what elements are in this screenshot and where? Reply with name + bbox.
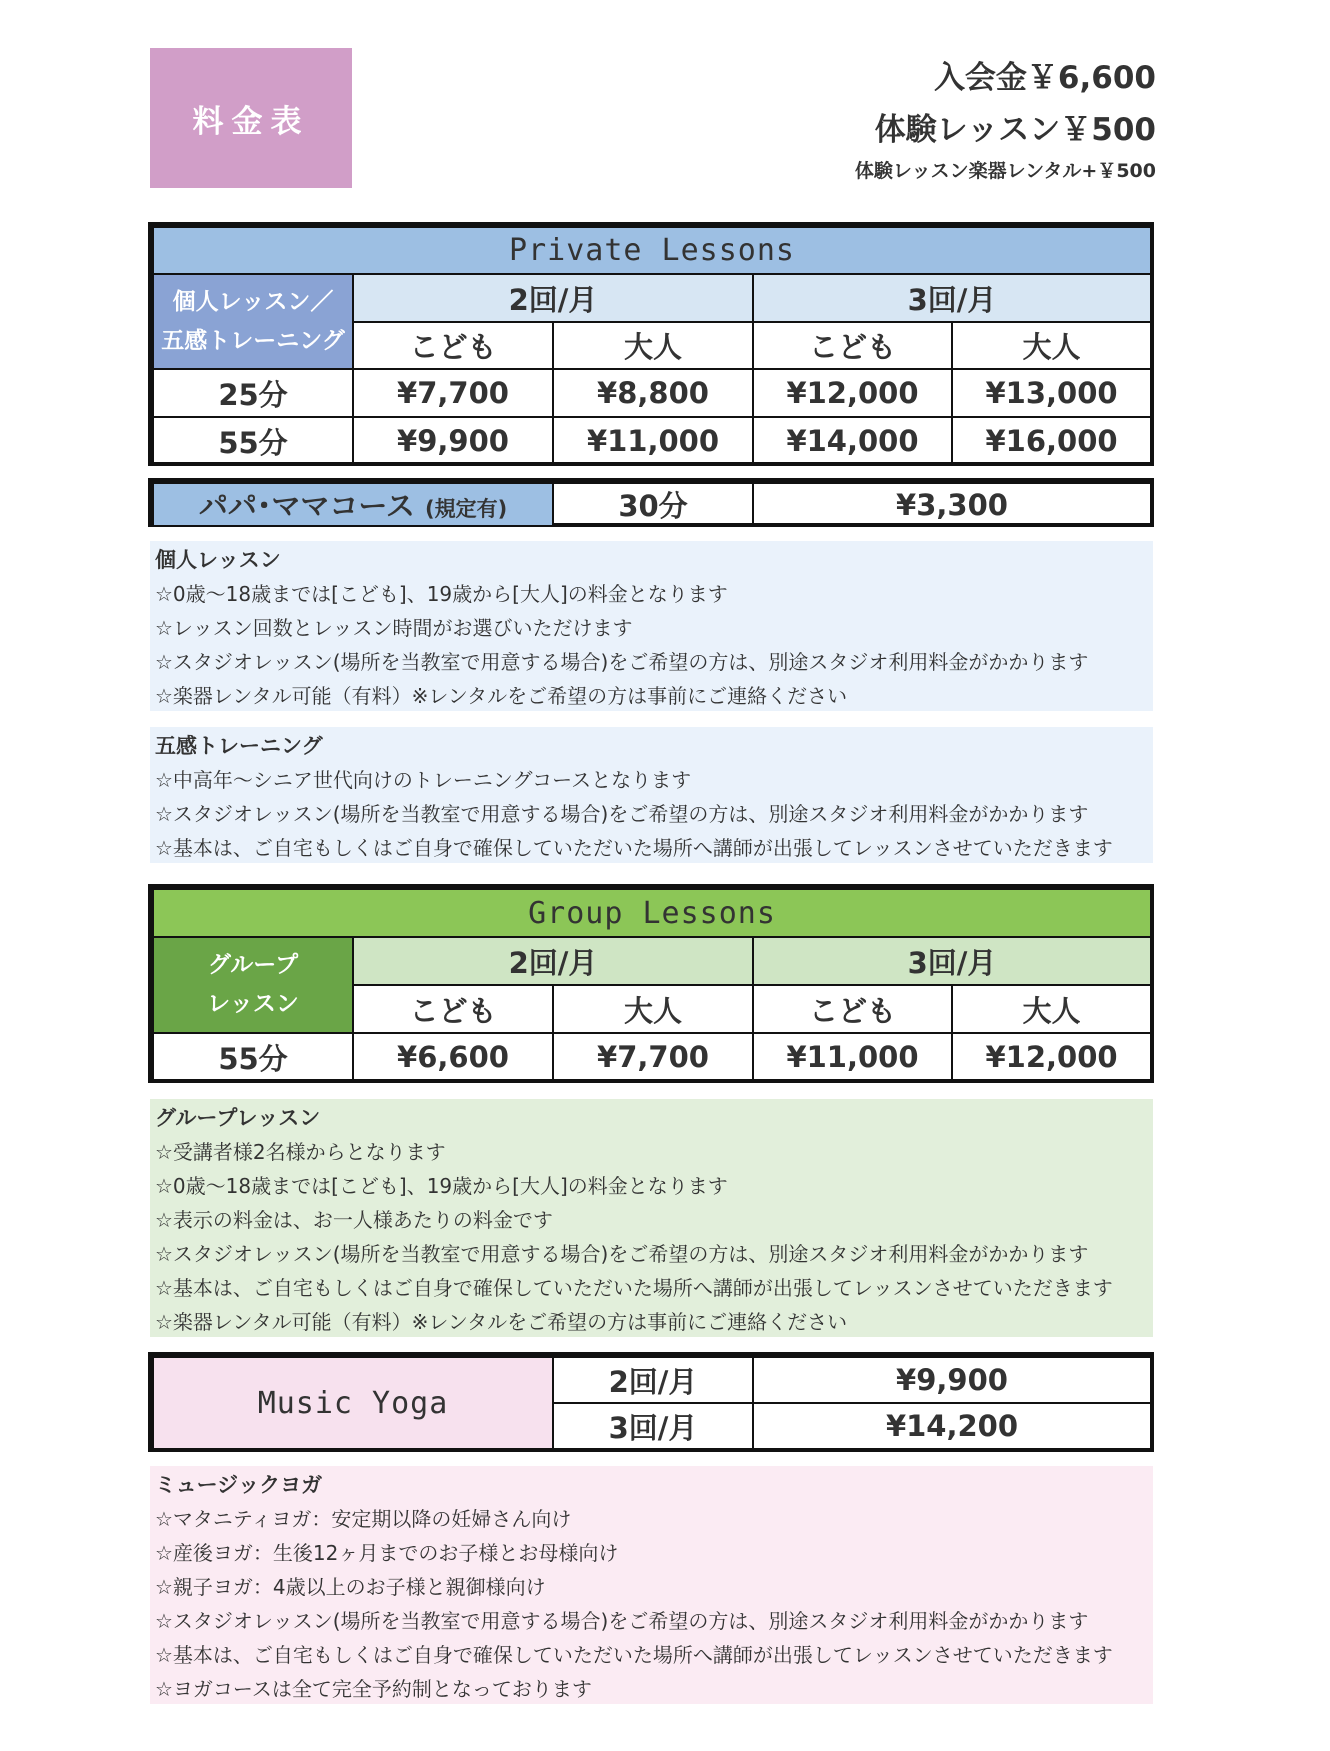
price-cell: ¥7,700	[553, 1033, 753, 1081]
yoga-notes	[150, 1466, 1153, 1704]
note-line: ☆親子ヨガ：4歳以上のお子様と親御様向け	[155, 1575, 546, 1599]
price-cell: ¥6,600	[353, 1033, 553, 1081]
price-cell: ¥12,000	[952, 1033, 1151, 1081]
private-notes	[150, 541, 1153, 711]
table-row	[153, 417, 1151, 465]
duration-cell: 55分	[153, 1033, 353, 1081]
private-lessons-table	[148, 222, 1154, 466]
papa-mama-price: ¥3,300	[753, 483, 1151, 526]
group-lessons-title: Group Lessons	[153, 889, 1151, 937]
price-cell: ¥11,000	[753, 1033, 952, 1081]
papa-mama-duration: 30分	[553, 483, 753, 526]
group-notes-heading: グループレッスン	[155, 1106, 321, 1130]
note-line: ☆スタジオレッスン(場所を当教室で用意する場合)をご希望の方は、別途スタジオ利用料金がかかります	[155, 802, 1089, 826]
price-cell: ¥11,000	[553, 417, 753, 465]
yoga-freq: 2回/月	[553, 1357, 753, 1403]
price-cell: ¥9,900	[353, 417, 553, 465]
note-line: ☆0歳～18歳までは[こども]、19歳から[大人]の料金となります	[155, 1174, 728, 1198]
note-line: ☆マタニティヨガ：安定期以降の妊婦さん向け	[155, 1507, 572, 1531]
group-side-label	[153, 937, 353, 1033]
group-lessons-table	[148, 884, 1154, 1083]
papa-mama-course-label: パパ･ママコース	[198, 489, 415, 523]
table-row	[153, 1033, 1151, 1081]
note-line: ☆産後ヨガ：生後12ヶ月までのお子様とお母様向け	[155, 1541, 619, 1565]
papa-mama-course-name	[153, 483, 553, 526]
note-line: ☆中高年～シニア世代向けのトレーニングコースとなります	[155, 768, 692, 792]
price-cell: ¥8,800	[553, 369, 753, 417]
duration-cell: 55分	[153, 417, 353, 465]
private-side-label	[153, 274, 353, 369]
group-freq-3: 3回/月	[753, 937, 1151, 985]
group-notes	[150, 1099, 1153, 1337]
music-yoga-table	[148, 1352, 1154, 1452]
music-yoga-title: Music Yoga	[153, 1357, 553, 1449]
yoga-price: ¥14,200	[753, 1403, 1151, 1449]
col-adult: 大人	[952, 322, 1151, 369]
yoga-notes-heading: ミュージックヨガ	[155, 1473, 323, 1497]
group-freq-2: 2回/月	[353, 937, 753, 985]
table-row	[153, 369, 1151, 417]
duration-cell: 25分	[153, 369, 353, 417]
col-adult: 大人	[553, 322, 753, 369]
note-line: ☆基本は、ご自宅もしくはご自身で確保していただいた場所へ講師が出張してレッスンさせていただきます	[155, 1276, 1113, 1300]
note-line: ☆楽器レンタル可能（有料）※レンタルをご希望の方は事前にご連絡ください	[155, 684, 848, 708]
note-line: ☆スタジオレッスン(場所を当教室で用意する場合)をご希望の方は、別途スタジオ利用料金がかかります	[155, 1609, 1089, 1633]
col-adult: 大人	[952, 985, 1151, 1033]
price-cell: ¥16,000	[952, 417, 1151, 465]
goken-notes	[150, 727, 1153, 863]
trial-rental-fee: 体験レッスン楽器レンタル+￥500	[854, 160, 1156, 182]
group-side-label-2: レッスン	[207, 991, 299, 1017]
trial-fee: 体験レッスン￥500	[874, 112, 1156, 148]
papa-mama-course-note: (規定有)	[424, 497, 508, 521]
col-adult: 大人	[553, 985, 753, 1033]
group-side-label-1: グループ	[207, 952, 299, 978]
private-freq-2: 2回/月	[353, 274, 753, 322]
note-line: ☆0歳～18歳までは[こども]、19歳から[大人]の料金となります	[155, 582, 728, 606]
private-side-label-1: 個人レッスン／	[172, 288, 334, 315]
col-child: こども	[753, 985, 952, 1033]
note-line: ☆表示の料金は、お一人様あたりの料金です	[155, 1208, 553, 1232]
private-lessons-title: Private Lessons	[153, 227, 1151, 274]
note-line: ☆ヨガコースは全て完全予約制となっております	[155, 1677, 592, 1701]
price-cell: ¥7,700	[353, 369, 553, 417]
note-line: ☆楽器レンタル可能（有料）※レンタルをご希望の方は事前にご連絡ください	[155, 1310, 848, 1334]
private-freq-3: 3回/月	[753, 274, 1151, 322]
price-cell: ¥14,000	[753, 417, 952, 465]
note-line: ☆スタジオレッスン(場所を当教室で用意する場合)をご希望の方は、別途スタジオ利用料金がかかります	[155, 650, 1089, 674]
price-cell: ¥12,000	[753, 369, 952, 417]
note-line: ☆基本は、ご自宅もしくはご自身で確保していただいた場所へ講師が出張してレッスンさせていただきます	[155, 1643, 1113, 1667]
private-notes-heading: 個人レッスン	[155, 548, 281, 572]
private-side-label-2: 五感トレーニング	[161, 327, 345, 354]
yoga-price: ¥9,900	[753, 1357, 1151, 1403]
price-cell: ¥13,000	[952, 369, 1151, 417]
goken-notes-heading: 五感トレーニング	[155, 734, 323, 758]
note-line: ☆レッスン回数とレッスン時間がお選びいただけます	[155, 616, 633, 640]
note-line: ☆基本は、ご自宅もしくはご自身で確保していただいた場所へ講師が出張してレッスンさせていただきます	[155, 836, 1113, 860]
col-child: こども	[353, 985, 553, 1033]
col-child: こども	[353, 322, 553, 369]
yoga-freq: 3回/月	[553, 1403, 753, 1449]
papa-mama-course-table	[148, 478, 1154, 527]
enrollment-fee: 入会金￥6,600	[933, 60, 1156, 96]
note-line: ☆スタジオレッスン(場所を当教室で用意する場合)をご希望の方は、別途スタジオ利用料金がかかります	[155, 1242, 1089, 1266]
note-line: ☆受講者様2名様からとなります	[155, 1140, 446, 1164]
page-title: 料金表	[150, 48, 352, 188]
col-child: こども	[753, 322, 952, 369]
